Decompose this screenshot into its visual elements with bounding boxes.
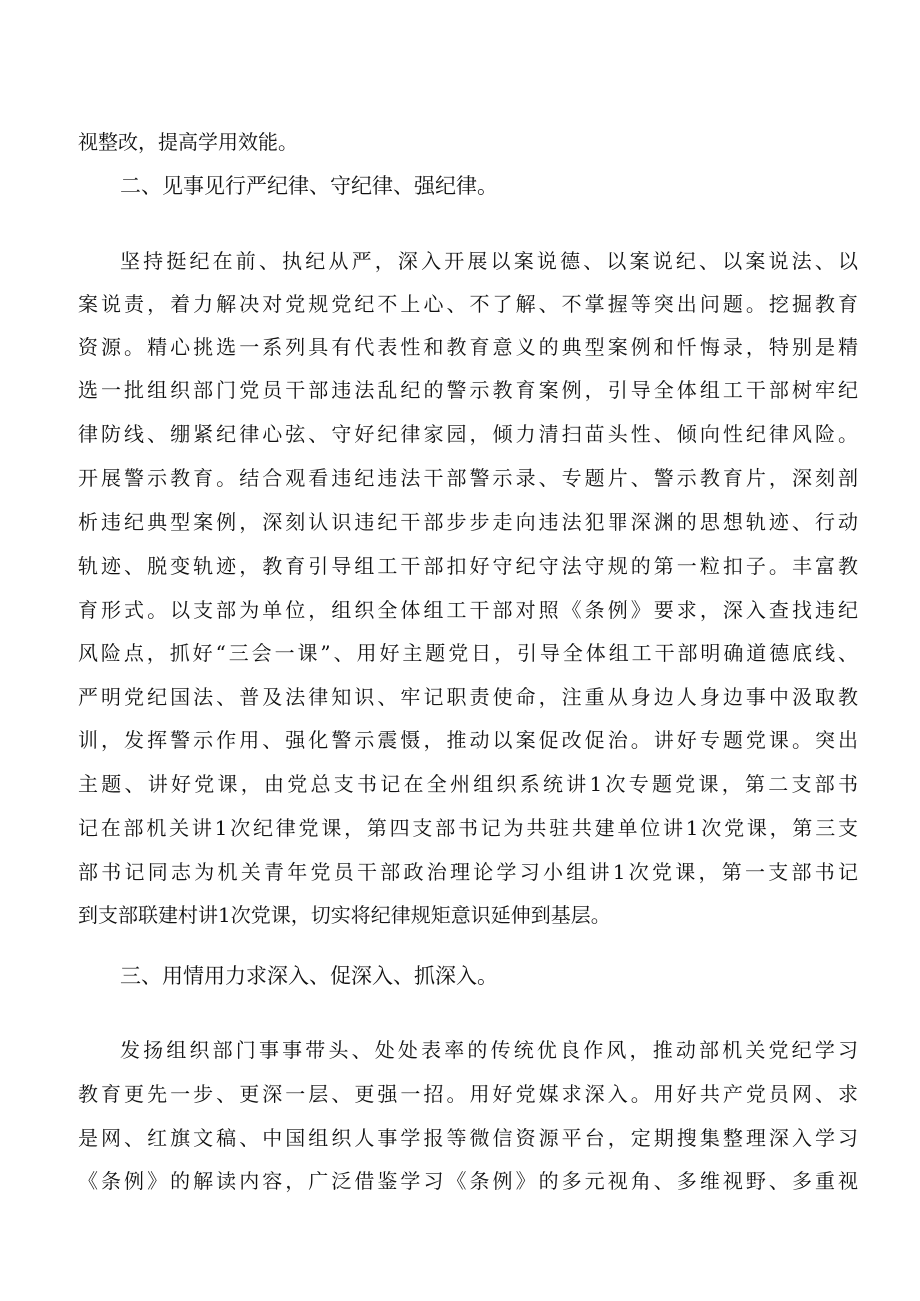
section-2-line: 部书记同志为机关青年党员干部政治理论学习小组讲1次党课，第一支部书记 <box>78 860 858 884</box>
section-3-line: 教育更先一步、更深一层、更强一招。用好党媒求深入。用好共产党员网、求 <box>78 1082 858 1106</box>
section-2-line: 记在部机关讲1次纪律党课，第四支部书记为共驻共建单位讲1次党课，第三支 <box>78 816 858 840</box>
section-2-line: 析违纪典型案例，深刻认识违纪干部步步走向违法犯罪深渊的思想轨迹、行动 <box>78 510 858 534</box>
section-2-line: 主题、讲好党课，由党总支书记在全州组织系统讲1次专题党课，第二支部书 <box>78 772 858 796</box>
section-2-line: 资源。精心挑选一系列具有代表性和教育意义的典型案例和忏悔录，特别是精 <box>78 335 858 359</box>
section-2-line: 开展警示教育。结合观看违纪违法干部警示录、专题片、警示教育片，深刻剖 <box>78 466 858 490</box>
section-3-line: 是网、红旗文稿、中国组织人事学报等微信资源平台，定期搜集整理深入学习 <box>78 1126 858 1150</box>
section-2-line: 育形式。以支部为单位，组织全体组工干部对照《条例》要求，深入查找违纪 <box>78 598 858 622</box>
section-2-line: 律防线、绷紧纪律心弦、守好纪律家园，倾力清扫苗头性、倾向性纪律风险。 <box>78 422 858 446</box>
section-2-line: 训，发挥警示作用、强化警示震慑，推动以案促改促治。讲好专题党课。突出 <box>78 728 858 752</box>
section-2-line: 选一批组织部门党员干部违法乱纪的警示教育案例，引导全体组工干部树牢纪 <box>78 378 858 402</box>
section-2-line: 严明党纪国法、普及法律知识、牢记职责使命，注重从身边人身边事中汲取教 <box>78 685 858 709</box>
section-2-heading: 二、见事见行严纪律、守纪律、强纪律。 <box>120 174 498 198</box>
section-2-line: 风险点，抓好“三会一课”、用好主题党日，引导全体组工干部明确道德底线、 <box>78 641 858 665</box>
section-2-line: 轨迹、脱变轨迹，教育引导组工干部扣好守纪守法守规的第一粒扣子。丰富教 <box>78 554 858 578</box>
section-3-heading: 三、用情用力求深入、促深入、抓深入。 <box>120 964 498 988</box>
section-2-line: 案说责，着力解决对党规党纪不上心、不了解、不掌握等突出问题。挖掘教育 <box>78 292 858 316</box>
intro-line: 视整改，提高学用效能。 <box>78 130 298 154</box>
section-3-line: 发扬组织部门事事带头、处处表率的传统优良作风，推动部机关党纪学习 <box>120 1038 858 1062</box>
section-2-line: 坚持挺纪在前、执纪从严，深入开展以案说德、以案说纪、以案说法、以 <box>120 249 858 273</box>
section-3-line: 《条例》的解读内容，广泛借鉴学习《条例》的多元视角、多维视野、多重视 <box>78 1169 858 1193</box>
section-2-line: 到支部联建村讲1次党课，切实将纪律规矩意识延伸到基层。 <box>78 903 611 927</box>
